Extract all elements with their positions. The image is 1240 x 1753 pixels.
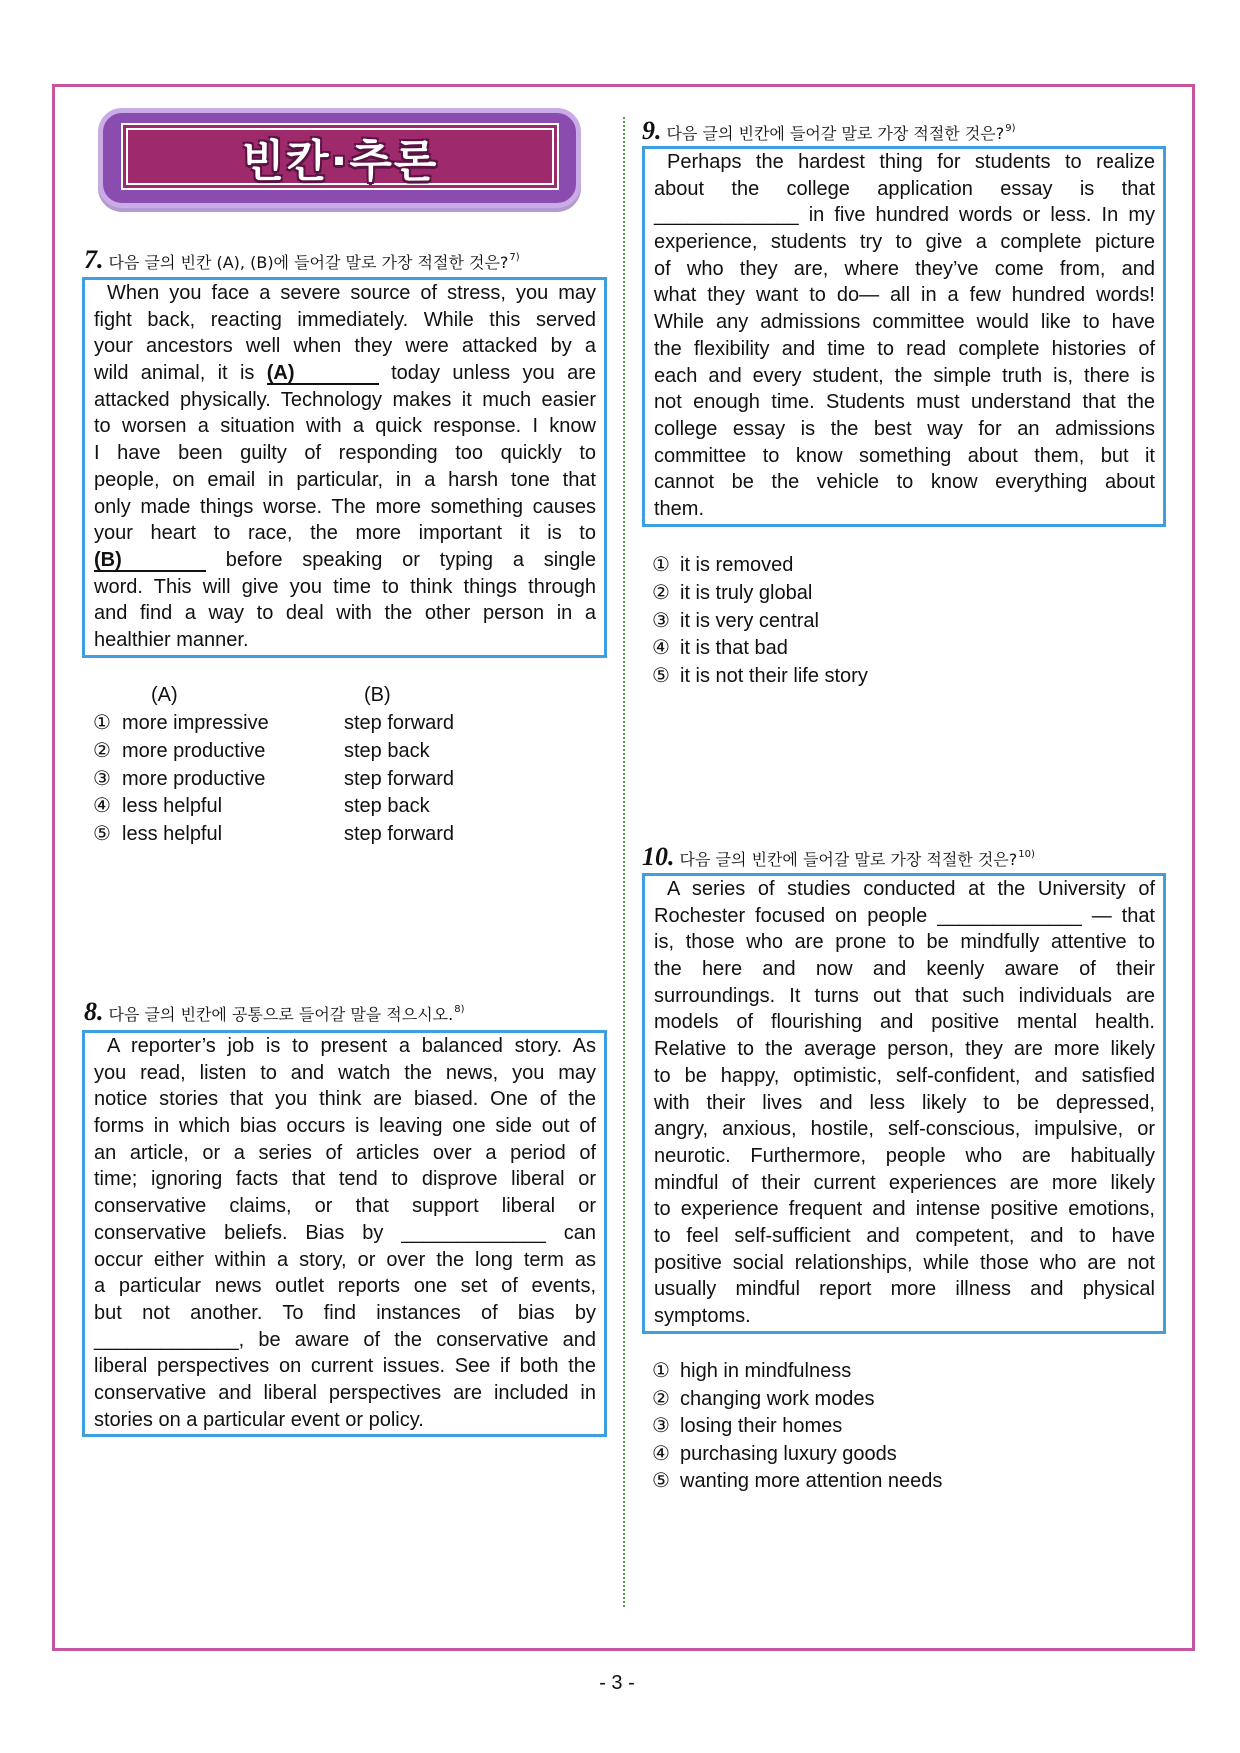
question-8-header [84,997,465,1025]
question-prompt: 다음 글의 빈칸에 들어갈 말로 가장 적절한 것은? [679,850,1018,869]
question-7-option [93,793,513,819]
option-marker: ⑤ [93,823,111,846]
column-divider [623,117,625,1607]
passage-line: _____________, be aware of the conservative and [94,1328,596,1351]
question-9-option [652,608,1052,634]
footnote-marker: 9) [1005,123,1016,134]
answer-blank: (A) [267,364,379,385]
option-marker: ② [652,581,670,604]
question-number: 10. [642,842,675,871]
question-7-option [93,821,513,847]
option-text-a: more productive [122,739,266,762]
passage-line: of who they are, where they’ve come from, and [654,257,1155,280]
passage-line: to worsen a situation with a quick response. I know [94,415,596,438]
passage-line: healthier manner. [94,628,249,651]
question-7-option [93,766,513,792]
question-10-option [652,1441,1052,1467]
section-title: 빈칸·추론 [241,135,439,187]
passage-line: forms in which bias occurs is leaving one side out of [94,1115,596,1138]
option-marker: ③ [93,767,111,790]
question-9-passage-box [642,146,1166,527]
question-7-option [93,710,513,736]
passage-line: Rochester focused on people _____________ — that [654,904,1155,927]
question-number: 9. [642,116,662,145]
passage-line: the flexibility and time to read complete histories of [654,337,1155,360]
option-marker: ④ [652,637,670,660]
option-marker: ② [652,1387,670,1410]
passage-line: positive social relationships, while those who are not [654,1251,1155,1274]
footnote-marker: 8) [454,1004,465,1015]
option-marker: ① [652,1360,670,1382]
option-marker: ① [93,712,111,734]
option-text-a: less helpful [122,823,223,846]
passage-line: your heart to race, the more important it is to [94,522,596,545]
option-text: it is not their life story [680,665,868,688]
question-9-option [652,635,1052,661]
passage-line: but not another. To find instances of bias by [94,1301,596,1324]
passage-line: A reporter’s job is to present a balanced story. As [107,1035,596,1057]
passage-line: mindful of their current experiences are more likely [654,1171,1155,1194]
footnote-marker: 10) [1018,849,1035,860]
question-10-option [652,1413,1052,1439]
passage-line: conservative claims, or that support liberal or [94,1195,596,1218]
passage-line: only made things worse. The more something causes [94,495,596,518]
passage-line: fight back, reacting immediately. While this served [94,308,596,331]
passage-line: cannot be the vehicle to know everything about [654,471,1155,494]
passage-line: with their lives and less likely to be depressed, [654,1091,1155,1114]
option-text-a: less helpful [122,795,223,818]
option-text-b: step forward [344,823,455,846]
option-text: it is truly global [680,581,813,604]
passage-line: surroundings. It turns out that such individuals are [654,984,1155,1007]
section-title-badge [98,108,581,208]
passage-line: the here and now and keenly aware of their [654,958,1155,981]
passage-line: experience, students try to give a complete picture [654,231,1155,254]
question-10-header [642,842,1035,870]
question-7-passage-box [82,277,607,658]
option-marker: ④ [652,1442,670,1465]
passage-line [94,360,596,387]
option-marker: ④ [93,795,111,818]
option-text: it is removed [680,554,794,576]
question-7-header [84,245,520,273]
passage-line: I have been guilty of responding too quickly to [94,442,596,465]
passage-line: occur either within a story, or over the long term as [94,1248,596,1271]
question-9-option [652,663,1052,689]
option-marker: ③ [652,609,670,632]
passage-line: not enough time. Students must understand that the [654,391,1155,414]
passage-line: people, on email in particular, in a harsh tone that [94,468,596,491]
passage-line: When you face a severe source of stress, you may [107,282,596,304]
option-text: high in mindfulness [680,1360,852,1382]
option-text-b: step back [344,739,430,762]
passage-line: Relative to the average person, they are more likely [654,1038,1155,1061]
passage-line: neurotic. Furthermore, people who are habitually [654,1144,1155,1167]
question-7-options-header [93,682,513,708]
passage-line: college essay is the best way for an admissions [654,417,1155,440]
answer-blank: (B) [94,551,206,572]
passage-line: conservative beliefs. Bias by _____________ can [94,1221,596,1244]
passage-line: liberal perspectives on current issues. See if both the [94,1355,596,1378]
option-text: it is that bad [680,637,788,660]
passage-line: your ancestors well when they were attacked by a [94,335,596,358]
passage-line: stories on a particular event or policy. [94,1408,424,1431]
passage-line: word. This will give you time to think things through [94,575,596,598]
question-prompt: 다음 글의 빈칸 (A), (B)에 들어갈 말로 가장 적절한 것은? [108,253,509,272]
option-column-b-label: (B) [364,684,391,706]
question-number: 8. [84,997,104,1026]
option-column-a-label: (A) [151,684,178,706]
passage-line: to feel self-sufficient and competent, and to have [654,1224,1155,1247]
passage-line: an article, or a series of articles over a period of [94,1141,596,1164]
question-9-header [642,116,1016,144]
option-marker: ② [93,739,111,762]
question-10-option [652,1386,1052,1412]
passage-line: you read, listen to and watch the news, you may [94,1061,596,1084]
passage-line: angry, anxious, hostile, self-conscious, impulsive, or [654,1118,1155,1141]
passage-line: time; ignoring facts that tend to disprove liberal or [94,1168,596,1191]
passage-line: to experience frequent and intense positive emotions, [654,1198,1155,1221]
option-text-b: step back [344,795,430,818]
passage-line: usually mindful report more illness and physical [654,1278,1155,1301]
passage-line: what they want to do— all in a few hundred words! [654,284,1155,307]
page-number: - 3 - [599,1672,635,1694]
passage-line: notice stories that you think are biased. One of the [94,1088,596,1111]
section-title-badge-inner [121,123,559,190]
passage-line: and find a way to deal with the other person in a [94,602,596,625]
passage-line: each and every student, the simple truth is, there is [654,364,1155,387]
question-9-option [652,580,1052,606]
option-marker: ③ [652,1415,670,1438]
option-text-a: more productive [122,767,266,790]
question-number: 7. [84,245,104,274]
passage-line: A series of studies conducted at the University of [667,878,1155,900]
passage-text: today unless you are [391,362,596,385]
passage-line: committee to know something about them, but it [654,444,1155,467]
option-marker: ⑤ [652,665,670,688]
option-text: purchasing luxury goods [680,1442,897,1465]
passage-text: wild animal, it is [94,362,255,385]
passage-line: to be happy, optimistic, self-confident, and satisfied [654,1064,1155,1087]
option-text: it is very central [680,609,819,632]
option-text-a: more impressive [122,712,269,734]
question-prompt: 다음 글의 빈칸에 들어갈 말로 가장 적절한 것은? [666,124,1005,143]
footnote-marker: 7) [509,252,520,263]
passage-line [94,547,596,574]
question-7-option [93,738,513,764]
passage-line: a particular news outlet reports one set of events, [94,1275,596,1298]
option-marker: ⑤ [652,1470,670,1493]
passage-line: conservative and liberal perspectives are included in [94,1381,596,1404]
question-prompt: 다음 글의 빈칸에 공통으로 들어갈 말을 적으시오. [108,1005,454,1024]
option-text: wanting more attention needs [680,1470,943,1493]
option-text-b: step forward [344,712,455,734]
question-10-option [652,1468,1052,1494]
passage-line: Perhaps the hardest thing for students to realize [667,151,1155,173]
passage-line: them. [654,497,705,520]
question-8-passage-box [82,1030,607,1437]
passage-line: is, those who are prone to be mindfully attentive to [654,931,1155,954]
passage-line: symptoms. [654,1305,751,1327]
passage-line: attacked physically. Technology makes it much easier [94,388,596,411]
question-9-option [652,552,1052,578]
passage-line: _____________ in five hundred words or less. In my [654,204,1155,227]
option-text-b: step forward [344,767,455,790]
passage-line: about the college application essay is that [654,177,1155,200]
option-marker: ① [652,554,670,576]
question-10-option [652,1358,1052,1384]
option-text: changing work modes [680,1387,875,1410]
passage-text: before speaking or typing a single [225,548,596,571]
question-10-passage-box [642,873,1166,1334]
passage-line: While any admissions committee would like to have [654,311,1155,334]
passage-line: models of flourishing and positive mental health. [654,1011,1155,1034]
option-text: losing their homes [680,1415,843,1438]
